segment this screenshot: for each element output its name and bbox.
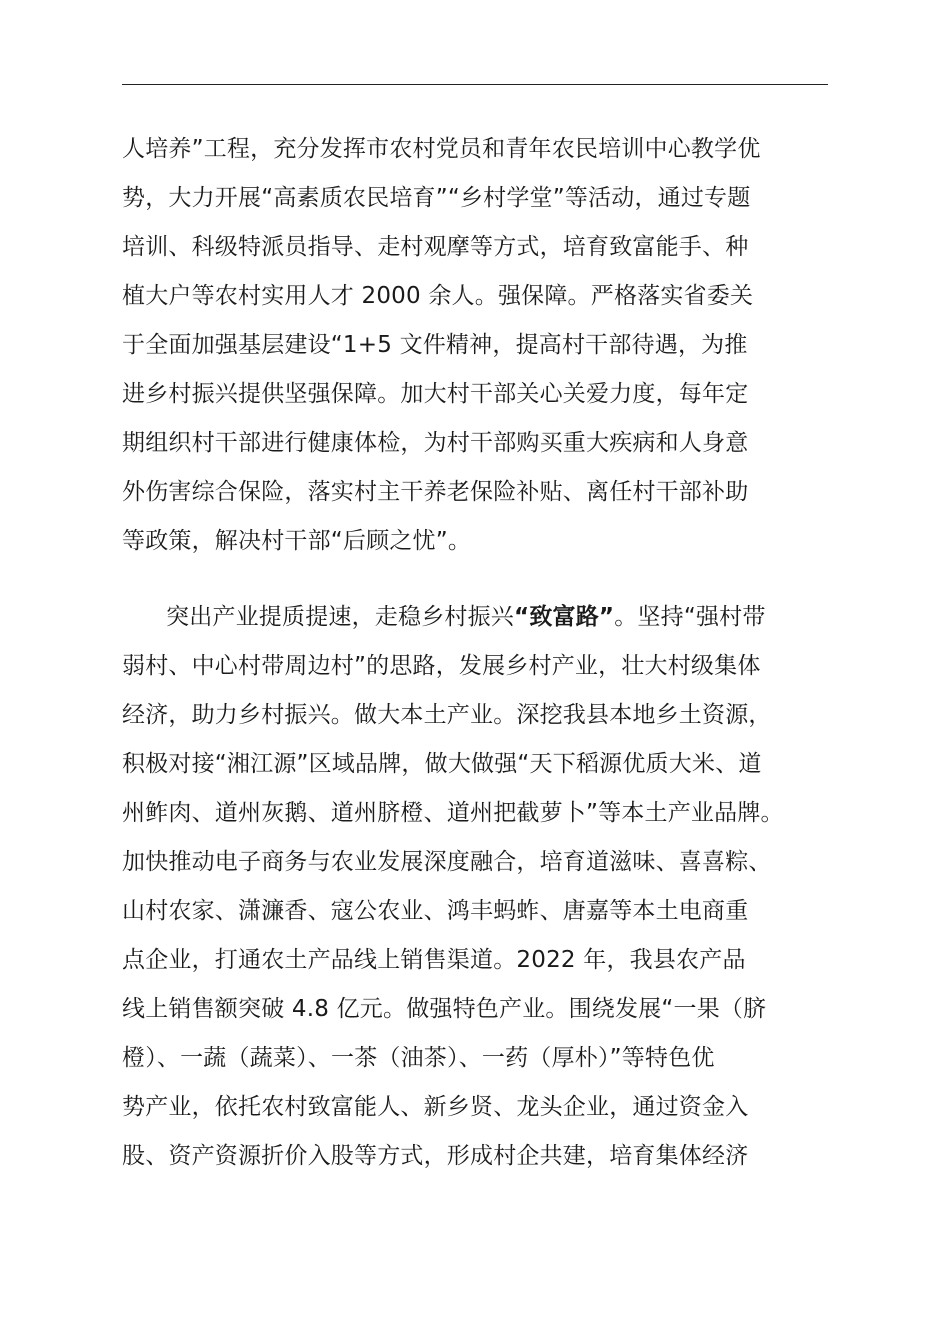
text-line: 点企业，打通农土产品线上销售渠道。2022 年，我县农产品 xyxy=(122,947,746,973)
paragraph-2 xyxy=(122,593,834,1181)
text-line: 山村农家、潇濂香、寇公农业、鸿丰蚂蚱、唐嘉等本土电商重 xyxy=(122,898,749,924)
header-rule xyxy=(122,84,828,85)
text-line: 植大户等农村实用人才 2000 余人。强保障。严格落实省委关 xyxy=(122,283,754,309)
text-line: 势产业，依托农村致富能人、新乡贤、龙头企业，通过资金入 xyxy=(122,1094,749,1120)
text-line: 期组织村干部进行健康体检，为村干部购买重大疾病和人身意 xyxy=(122,430,749,456)
text-line: 弱村、中心村带周边村”的思路，发展乡村产业，壮大村级集体 xyxy=(122,653,761,679)
paragraph-1 xyxy=(122,125,834,566)
text-line: 加快推动电子商务与农业发展深度融合，培育道滋味、喜喜粽、 xyxy=(122,849,772,875)
heading-lead: 突出产业提质提速，走稳乡村振兴 xyxy=(166,604,514,630)
text-line: 积极对接“湘江源”区域品牌，做大做强“天下稻源优质大米、道 xyxy=(122,751,762,777)
text-line: 经济，助力乡村振兴。做大本土产业。深挖我县本地乡土资源， xyxy=(122,702,772,728)
heading-bold-quote: “致富路” xyxy=(514,604,615,630)
paragraph-gap xyxy=(122,566,834,593)
text-line: 等政策，解决村干部“后顾之忧”。 xyxy=(122,528,472,554)
text-line: 股、资产资源折价入股等方式，形成村企共建，培育集体经济 xyxy=(122,1143,749,1169)
paragraph-2-first-line xyxy=(122,593,834,642)
body-text xyxy=(122,125,834,1181)
text-line: 线上销售额突破 4.8 亿元。做强特色产业。围绕发展“一果（脐 xyxy=(122,996,767,1022)
heading-tail: 。坚持“强村带 xyxy=(614,604,766,630)
text-line: 外伤害综合保险，落实村主干养老保险补贴、离任村干部补助 xyxy=(122,479,749,505)
text-line: 进乡村振兴提供坚强保障。加大村干部关心关爱力度，每年定 xyxy=(122,381,749,407)
text-line: 人培养”工程，充分发挥市农村党员和青年农民培训中心教学优 xyxy=(122,136,761,162)
text-line: 培训、科级特派员指导、走村观摩等方式，培育致富能手、种 xyxy=(122,234,749,260)
text-line: 势，大力开展“高素质农民培育”“乡村学堂”等活动，通过专题 xyxy=(122,185,751,211)
text-line: 橙）、一蔬（蔬菜）、一茶（油茶）、一药（厚朴）”等特色优 xyxy=(122,1045,715,1071)
text-line: 州鲊肉、道州灰鹅、道州脐橙、道州把截萝卜”等本土产业品牌。 xyxy=(122,800,784,826)
text-line: 于全面加强基层建设“1+5 文件精神，提高村干部待遇，为推 xyxy=(122,332,748,358)
